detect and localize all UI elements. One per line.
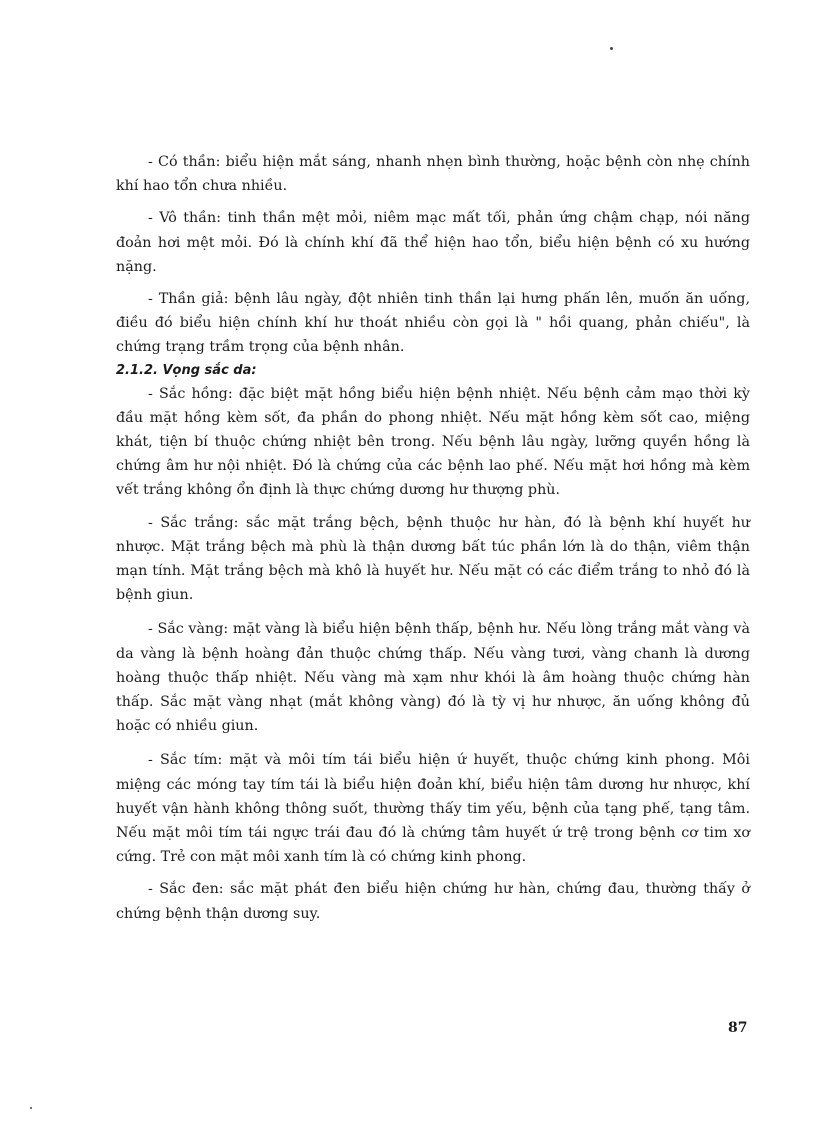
section-subheading: 2.1.2. Vọng sắc da: [116, 362, 257, 378]
scan-speck [610, 47, 613, 50]
paragraph-sac-tim: - Sắc tím: mặt và môi tím tái biểu hiện ứ huyết, thuộc chứng kinh phong. Môi miệng các móng tay tím tái là biểu hiện đoản khí, biểu hiện tâm dương hư nhược, khí huyết vận hành không thông suốt, thường thấy tim yếu, bệnh của tạng phế, tạng tâm. Nếu mặt môi tím tái ngực trái đau đó là chứng tâm huyết ứ trệ trong bệnh cơ tim xơ cứng. Trẻ con mặt môi xanh tím là có chứng kinh phong. [116, 752, 750, 866]
paragraph-sac-trang: - Sắc trắng: sắc mặt trắng bệch, bệnh thuộc hư hàn, đó là bệnh khí huyết hư nhược. Mặt trắng bệch mà phù là thận dương bất túc phần lớn là do thận, viêm thận mạn tính. Mặt trắng bệch mà khô là huyết hư. Nếu mặt có các điểm trắng to nhỏ đó là bệnh giun. [116, 514, 750, 604]
page-number: 87 [728, 1020, 748, 1036]
scan-speck [30, 1107, 32, 1109]
paragraph-co-than: - Có thần: biểu hiện mắt sáng, nhanh nhẹn bình thường, hoặc bệnh còn nhẹ chính khí hao tổn chưa nhiều. [116, 154, 750, 195]
paragraph-sac-vang: - Sắc vàng: mặt vàng là biểu hiện bệnh thấp, bệnh hư. Nếu lòng trắng mắt vàng và da vàng là bệnh hoàng đản thuộc chứng thấp. Nếu vàng tươi, vàng chanh là dương hoàng thuộc thấp nhiệt. Nếu vàng mà xạm như khói là âm hoàng thuộc chứng hàn thấp. Sắc mặt vàng nhạt (mắt không vàng) đó là tỳ vị hư nhược, ăn uống không đủ hoặc có nhiều giun. [116, 621, 750, 735]
paragraph-sac-den: - Sắc đen: sắc mặt phát đen biểu hiện chứng hư hàn, chứng đau, thường thấy ở chứng bệnh thận dương suy. [116, 881, 750, 922]
paragraph-vo-than: - Vô thần: tinh thần mệt mỏi, niêm mạc mất tối, phản ứng chậm chạp, nói năng đoản hơi mệt mỏi. Đó là chính khí đã thể hiện hao tổn, biểu hiện bệnh có xu hướng nặng. [116, 210, 750, 275]
body-text [116, 150, 750, 926]
paragraph-than-gia: - Thần giả: bệnh lâu ngày, đột nhiên tinh thần lại hưng phấn lên, muốn ăn uống, điều đó biểu hiện chính khí hư thoát nhiều còn gọi là " hồi quang, phản chiếu", là chứng trạng trầm trọng của bệnh nhân. [116, 291, 750, 356]
paragraph-sac-hong: - Sắc hồng: đặc biệt mặt hồng biểu hiện bệnh nhiệt. Nếu bệnh cảm mạo thời kỳ đầu mặt hồng kèm sốt, đa phần do phong nhiệt. Nếu mặt hồng kèm sốt cao, miệng khát, tiện bí thuộc chứng nhiệt bên trong. Nếu bệnh lâu ngày, lưỡng quyền hồng là chứng âm hư nội nhiệt. Đó là chứng của các bệnh lao phế. Nếu mặt hơi hồng mà kèm vết trắng không ổn định là thực chứng dương hư thượng phù. [116, 385, 750, 499]
